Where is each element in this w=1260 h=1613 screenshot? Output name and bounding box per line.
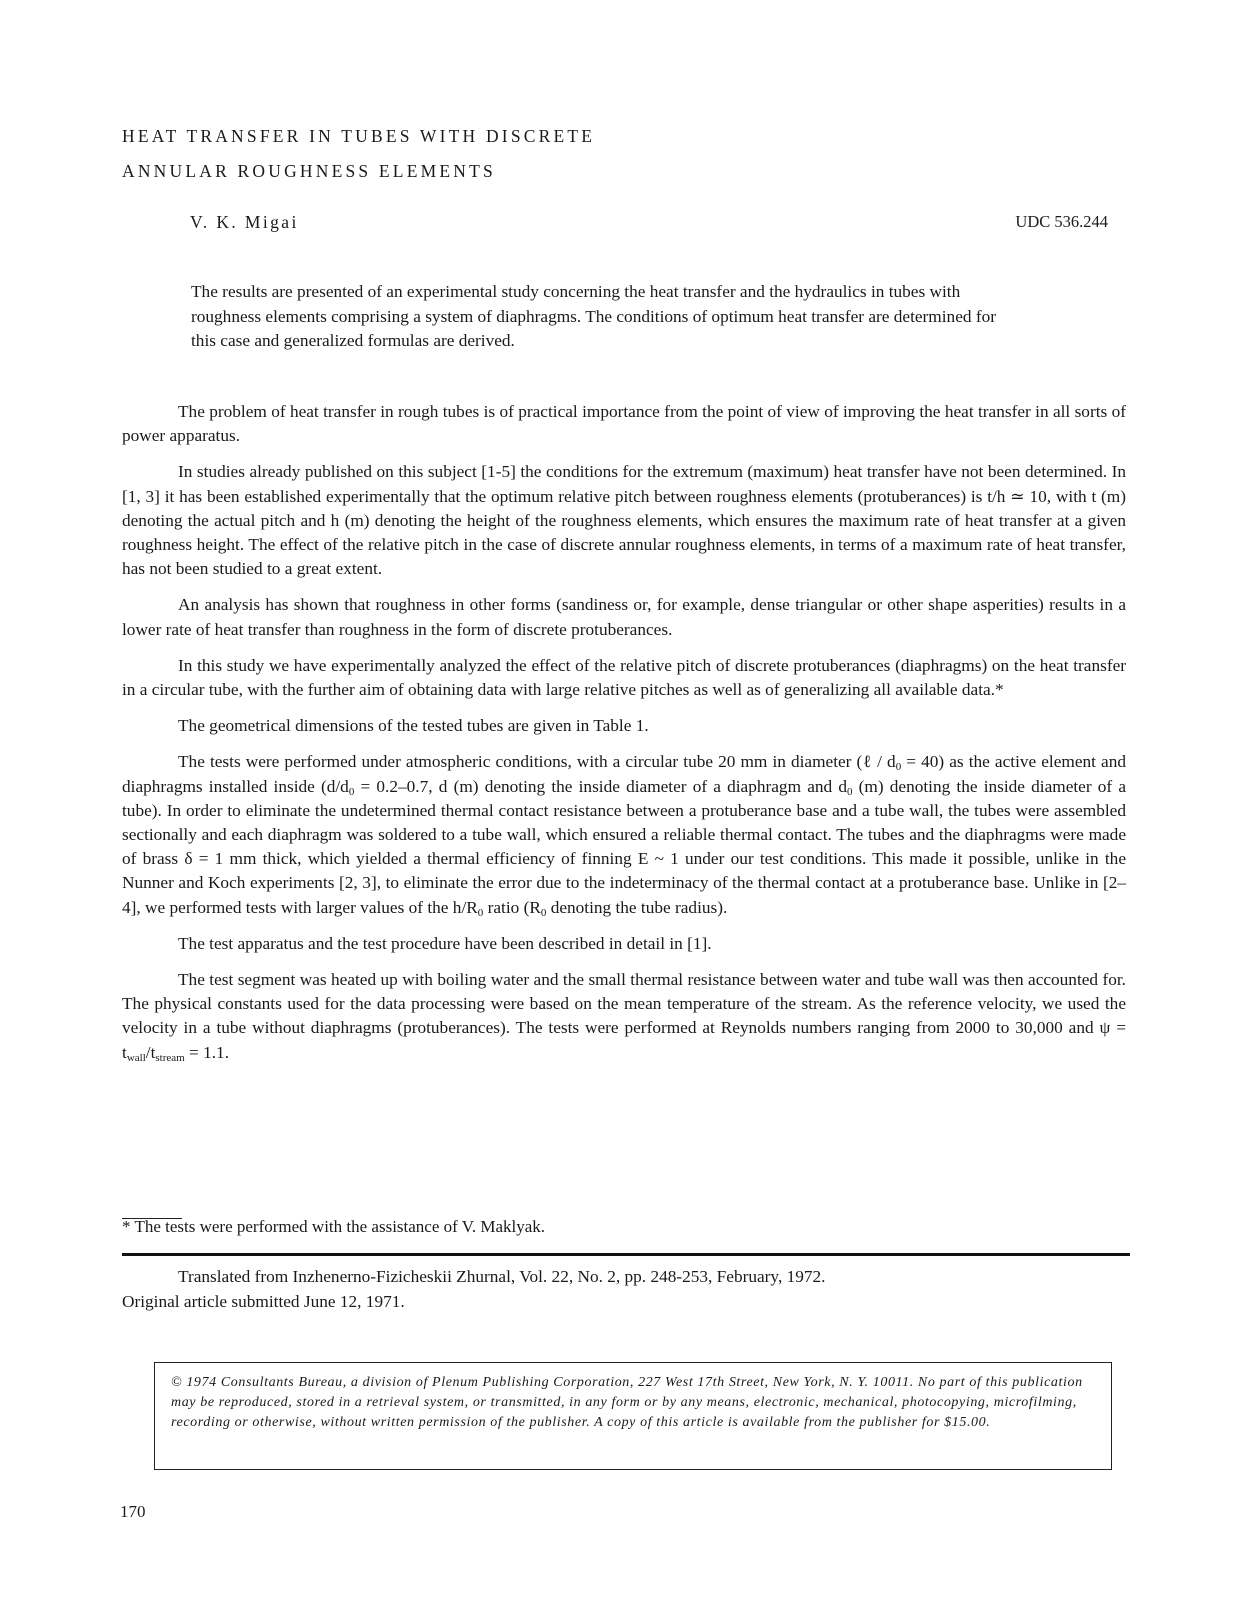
- body-text: [122, 400, 1126, 1065]
- udc-code: UDC 536.244: [1015, 212, 1108, 231]
- paper-title-line1: HEAT TRANSFER IN TUBES WITH DISCRETE: [122, 126, 596, 146]
- paragraph-4: In this study we have experimentally analyzed the effect of the relative pitch of discrete protuberances (diaphragms) on the heat transfer in a circular tube, with the further aim of obtaining data with large relative pitches as well as of generalizing all available data.*: [122, 655, 1126, 700]
- paragraph-5: The geometrical dimensions of the tested tubes are given in Table 1.: [178, 716, 649, 736]
- paper-title-line2: ANNULAR ROUGHNESS ELEMENTS: [122, 161, 496, 181]
- copyright-box: © 1974 Consultants Bureau, a division of Plenum Publishing Corporation, 227 West 17th Street, New York, N. Y. 10011. No part of this publication may be reproduced, stored in a retrieval system, or transmitted, in any form or by any means, electronic, mechanical, photocopying, microfilming, recording or otherwise, without written permission of the publisher. A copy of this article is available from the publisher for $15.00.: [154, 1362, 1112, 1470]
- translation-line-2: Original article submitted June 12, 1971.: [122, 1291, 405, 1311]
- footnote: * The tests were performed with the assistance of V. Maklyak.: [122, 1217, 546, 1236]
- paragraph-2: In studies already published on this subject [1-5] the conditions for the extremum (maximum) heat transfer have not been determined. In [1, 3] it has been established experimentally that the optimum relative pitch between roughness elements (protuberances) is t/h ≃ 10, with t (m) denoting the actual pitch and h (m) denoting the height of the roughness elements, which ensures the maximum rate of heat transfer at a given roughness height. The effect of the relative pitch in the case of discrete annular roughness elements, in terms of a maximum rate of heat transfer, has not been studied to a great extent.: [122, 462, 1126, 579]
- divider-rule: [122, 1253, 1130, 1256]
- paragraph-7: The test apparatus and the test procedure have been described in detail in [1].: [178, 933, 712, 953]
- paragraph-3: An analysis has shown that roughness in other forms (sandiness or, for example, dense triangular or other shape asperities) results in a lower rate of heat transfer than roughness in the form of discrete protuberances.: [122, 595, 1126, 639]
- paragraph-6: The tests were performed under atmospheric conditions, with a circular tube 20 mm in diameter (ℓ / $d_0 = 40$) as the active element and diaphragms installed inside ($d/d_0 = 0.2-0.7$, d (m) denoting the inside diameter of a diaphragm and $d_0$ (m) denoting the inside diameter of a tube). In order to eliminate the undetermined thermal contact resistance between a protuberance base and a tube wall, the tubes were assembled sectionally and each diaphragm was soldered to a tube wall, which ensured a reliable thermal contact. The tubes and the diaphragms were made of brass δ = 1 mm thick, which yielded a thermal efficiency of finning E ~ 1 under our test conditions. This made it possible, unlike in the Nunner and Koch experiments [2, 3], to eliminate the error due to the indeterminacy of the thermal contact at a protuberance base. Unlike in [2–4], we performed tests with larger values of the $h/R_0$ ratio ($R_0$ denoting the tube radius).: [122, 752, 1127, 919]
- abstract: The results are presented of an experimental study concerning the heat transfer and the hydraulics in tubes with roughness elements comprising a system of diaphragms. The conditions of optimum heat transfer are determined for this case and generalized formulas are derived.: [191, 282, 996, 350]
- translation-line-1: Translated from Inzhenerno-Fizicheskii Zhurnal, Vol. 22, No. 2, pp. 248-253, February, 1972.: [178, 1267, 826, 1286]
- page-number: 170: [120, 1502, 146, 1521]
- paragraph-8: The test segment was heated up with boiling water and the small thermal resistance between water and tube wall was then accounted for. The physical constants used for the data processing were based on the mean temperature of the stream. As the reference velocity, we used the velocity in a tube without diaphragms (protuberances). The tests were performed at Reynolds numbers ranging from 2000 to 30,000 and $\psi = t_{wall}/t_{stream} = 1.1$.: [122, 970, 1126, 1064]
- translation-note: [122, 1265, 1122, 1314]
- author: V. K. Migai: [190, 212, 299, 232]
- paragraph-1: The problem of heat transfer in rough tubes is of practical importance from the point of view of improving the heat transfer in all sorts of power apparatus.: [122, 402, 1126, 446]
